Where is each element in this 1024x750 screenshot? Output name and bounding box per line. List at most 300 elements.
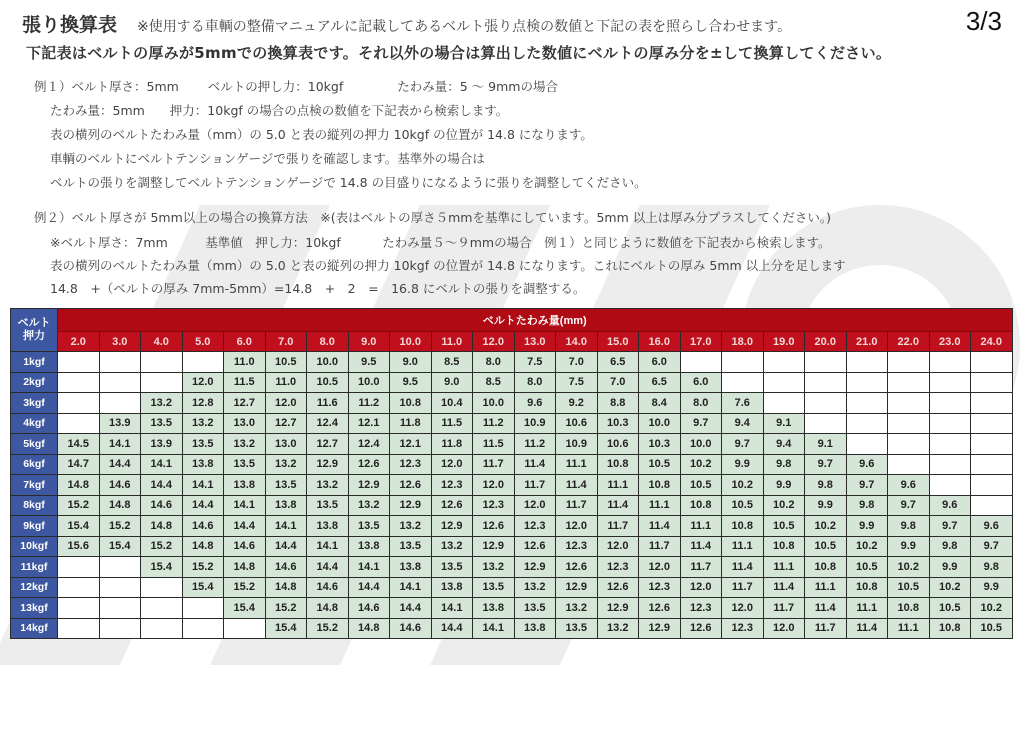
table-cell: 11.1	[639, 495, 681, 516]
table-row	[11, 598, 1013, 619]
table-cell: 13.2	[390, 516, 432, 537]
empty-cell	[99, 598, 141, 619]
table-cell: 11.2	[514, 434, 556, 455]
table-cell: 9.4	[722, 413, 764, 434]
table-row	[11, 475, 1013, 496]
table-cell: 12.3	[390, 454, 432, 475]
table-cell: 13.8	[224, 475, 266, 496]
column-header: 14.0	[556, 332, 598, 352]
row-label: 11kgf	[11, 557, 58, 578]
column-header: 15.0	[597, 332, 639, 352]
table-cell: 12.0	[514, 495, 556, 516]
table-cell: 11.7	[763, 598, 805, 619]
table-cell: 6.5	[597, 352, 639, 373]
table-cell: 13.8	[182, 454, 224, 475]
table-cell: 13.5	[473, 577, 515, 598]
table-cell: 6.0	[639, 352, 681, 373]
table-cell: 9.5	[390, 372, 432, 393]
table-cell: 13.5	[556, 618, 598, 639]
column-header: 22.0	[888, 332, 930, 352]
table-cell: 8.0	[473, 352, 515, 373]
empty-cell	[846, 434, 888, 455]
table-cell: 11.7	[722, 577, 764, 598]
empty-cell	[888, 454, 930, 475]
table-cell: 10.3	[597, 413, 639, 434]
empty-cell	[763, 352, 805, 373]
table-cell: 12.0	[639, 557, 681, 578]
table-cell: 9.7	[722, 434, 764, 455]
table-cell: 9.8	[763, 454, 805, 475]
table-cell: 11.7	[597, 516, 639, 537]
table-row	[11, 618, 1013, 639]
table-cell: 14.4	[265, 536, 307, 557]
table-cell: 10.5	[971, 618, 1013, 639]
table-cell: 9.7	[971, 536, 1013, 557]
empty-cell	[846, 413, 888, 434]
table-cell: 14.8	[58, 475, 100, 496]
column-header: 11.0	[431, 332, 473, 352]
table-cell: 14.8	[182, 536, 224, 557]
page-title: 張り換算表	[22, 14, 118, 36]
empty-cell	[680, 352, 722, 373]
table-cell: 12.6	[473, 516, 515, 537]
corner-label	[11, 309, 58, 352]
table-cell: 14.8	[265, 577, 307, 598]
table-row	[11, 393, 1013, 414]
table-cell: 12.7	[307, 434, 349, 455]
table-cell: 9.9	[763, 475, 805, 496]
table-cell: 9.6	[514, 393, 556, 414]
table-cell: 9.4	[763, 434, 805, 455]
table-cell: 15.2	[307, 618, 349, 639]
table-cell: 11.1	[763, 557, 805, 578]
table-cell: 13.5	[224, 454, 266, 475]
table-cell: 13.2	[514, 577, 556, 598]
table-cell: 7.6	[722, 393, 764, 414]
table-cell: 12.6	[514, 536, 556, 557]
table-cell: 13.2	[473, 557, 515, 578]
table-cell: 12.9	[556, 577, 598, 598]
table-cell: 12.6	[431, 495, 473, 516]
table-cell: 11.7	[680, 557, 722, 578]
table-row	[11, 434, 1013, 455]
table-cell: 12.3	[556, 536, 598, 557]
table-cell: 10.5	[307, 372, 349, 393]
column-header-row	[11, 332, 1013, 352]
table-cell: 12.9	[473, 536, 515, 557]
table-cell: 8.5	[431, 352, 473, 373]
table-cell: 13.2	[141, 393, 183, 414]
table-row	[11, 372, 1013, 393]
table-row	[11, 557, 1013, 578]
table-cell: 9.5	[348, 352, 390, 373]
empty-cell	[58, 577, 100, 598]
table-cell: 14.6	[307, 577, 349, 598]
table-cell: 15.4	[224, 598, 266, 619]
table-cell: 8.0	[680, 393, 722, 414]
header-note: ※使用する車輌の整備マニュアルに記載してあるベルト張り点検の数値と下記の表を照らし合わせます。	[137, 19, 792, 35]
table-cell: 13.5	[265, 475, 307, 496]
table-cell: 12.0	[722, 598, 764, 619]
table-row	[11, 495, 1013, 516]
table-cell: 11.4	[763, 577, 805, 598]
table-cell: 10.6	[556, 413, 598, 434]
table-cell: 12.7	[265, 413, 307, 434]
example1-line5: ベルトの張りを調整してベルトテンションゲージで 14.8 の目盛りになるように張りを調整してください。	[50, 175, 647, 190]
table-row	[11, 536, 1013, 557]
row-label: 6kgf	[11, 454, 58, 475]
empty-cell	[182, 598, 224, 619]
column-header: 21.0	[846, 332, 888, 352]
empty-cell	[141, 577, 183, 598]
empty-cell	[58, 393, 100, 414]
table-cell: 12.9	[597, 598, 639, 619]
table-cell: 11.4	[805, 598, 847, 619]
table-cell: 9.9	[971, 577, 1013, 598]
table-cell: 13.9	[99, 413, 141, 434]
empty-cell	[58, 557, 100, 578]
table-cell: 12.3	[722, 618, 764, 639]
table-cell: 13.5	[348, 516, 390, 537]
column-header: 3.0	[99, 332, 141, 352]
table-cell: 12.9	[307, 454, 349, 475]
table-cell: 10.8	[390, 393, 432, 414]
table-cell: 13.8	[265, 495, 307, 516]
table-cell: 13.2	[224, 434, 266, 455]
table-cell: 15.2	[141, 536, 183, 557]
column-header: 18.0	[722, 332, 764, 352]
table-cell: 10.5	[680, 475, 722, 496]
empty-cell	[141, 598, 183, 619]
table-cell: 10.5	[763, 516, 805, 537]
table-cell: 9.6	[888, 475, 930, 496]
table-cell: 9.1	[763, 413, 805, 434]
empty-cell	[58, 352, 100, 373]
table-cell: 6.5	[639, 372, 681, 393]
table-cell: 12.0	[680, 577, 722, 598]
table-cell: 12.6	[680, 618, 722, 639]
table-cell: 12.6	[597, 577, 639, 598]
table-cell: 15.2	[99, 516, 141, 537]
table-cell: 13.2	[348, 495, 390, 516]
table-cell: 10.8	[763, 536, 805, 557]
table-cell: 9.9	[846, 516, 888, 537]
table-cell: 14.6	[265, 557, 307, 578]
column-header: 7.0	[265, 332, 307, 352]
table-cell: 12.4	[307, 413, 349, 434]
column-header: 17.0	[680, 332, 722, 352]
table-cell: 10.0	[639, 413, 681, 434]
table-cell: 12.3	[431, 475, 473, 496]
table-cell: 11.7	[514, 475, 556, 496]
table-cell: 15.4	[58, 516, 100, 537]
table-cell: 14.1	[431, 598, 473, 619]
table-cell: 9.8	[805, 475, 847, 496]
table-row	[11, 516, 1013, 537]
empty-cell	[58, 413, 100, 434]
empty-cell	[805, 413, 847, 434]
column-header: 20.0	[805, 332, 847, 352]
empty-cell	[99, 618, 141, 639]
table-cell: 9.9	[722, 454, 764, 475]
table-cell: 14.6	[99, 475, 141, 496]
table-cell: 10.8	[888, 598, 930, 619]
example1-line4: 車輌のベルトにベルトテンションゲージで張りを確認します。基準外の場合は	[50, 151, 485, 166]
empty-cell	[58, 372, 100, 393]
table-cell: 7.5	[556, 372, 598, 393]
table-cell: 15.2	[58, 495, 100, 516]
table-cell: 11.1	[722, 536, 764, 557]
table-cell: 9.8	[971, 557, 1013, 578]
table-cell: 14.1	[307, 536, 349, 557]
table-cell: 14.6	[224, 536, 266, 557]
table-cell: 9.9	[888, 536, 930, 557]
empty-cell	[58, 618, 100, 639]
table-cell: 7.0	[597, 372, 639, 393]
table-cell: 12.6	[348, 454, 390, 475]
table-cell: 12.1	[390, 434, 432, 455]
table-cell: 10.5	[888, 577, 930, 598]
example2-line4: 14.8 +（ベルトの厚み 7mm-5mm）=14.8 + 2 = 16.8 にベルトの張りを調整する。	[50, 281, 586, 296]
table-cell: 10.8	[680, 495, 722, 516]
table-cell: 12.0	[182, 372, 224, 393]
empty-cell	[805, 352, 847, 373]
table-cell: 9.7	[846, 475, 888, 496]
empty-cell	[888, 372, 930, 393]
empty-cell	[805, 372, 847, 393]
empty-cell	[888, 352, 930, 373]
table-body	[11, 352, 1013, 639]
empty-cell	[141, 352, 183, 373]
table-cell: 15.4	[265, 618, 307, 639]
table-cell: 14.8	[348, 618, 390, 639]
table-cell: 13.2	[182, 413, 224, 434]
table-cell: 10.5	[846, 557, 888, 578]
table-cell: 9.7	[888, 495, 930, 516]
empty-cell	[182, 352, 224, 373]
table-cell: 11.4	[639, 516, 681, 537]
table-cell: 12.9	[639, 618, 681, 639]
empty-cell	[971, 454, 1013, 475]
table-cell: 14.1	[265, 516, 307, 537]
empty-cell	[99, 352, 141, 373]
table-cell: 8.5	[473, 372, 515, 393]
table-cell: 14.1	[182, 475, 224, 496]
table-cell: 12.3	[639, 577, 681, 598]
table-cell: 11.0	[224, 352, 266, 373]
table-cell: 11.1	[680, 516, 722, 537]
table-cell: 12.8	[182, 393, 224, 414]
empty-cell	[805, 393, 847, 414]
row-label: 1kgf	[11, 352, 58, 373]
table-cell: 14.7	[58, 454, 100, 475]
table-cell: 14.1	[390, 577, 432, 598]
table-cell: 7.5	[514, 352, 556, 373]
empty-cell	[99, 557, 141, 578]
table-cell: 10.5	[722, 495, 764, 516]
table-cell: 12.3	[473, 495, 515, 516]
table-cell: 11.2	[473, 413, 515, 434]
column-header: 13.0	[514, 332, 556, 352]
table-cell: 13.8	[348, 536, 390, 557]
table-cell: 15.4	[182, 577, 224, 598]
table-cell: 12.4	[348, 434, 390, 455]
row-label: 10kgf	[11, 536, 58, 557]
table-cell: 13.5	[182, 434, 224, 455]
table-cell: 14.8	[307, 598, 349, 619]
table-cell: 13.0	[265, 434, 307, 455]
empty-cell	[846, 352, 888, 373]
empty-cell	[182, 618, 224, 639]
table-cell: 13.5	[514, 598, 556, 619]
table-cell: 13.0	[224, 413, 266, 434]
table-cell: 9.6	[971, 516, 1013, 537]
table-cell: 13.8	[431, 577, 473, 598]
table-cell: 10.8	[639, 475, 681, 496]
table-cell: 14.8	[141, 516, 183, 537]
table-cell: 11.7	[805, 618, 847, 639]
table-cell: 10.0	[680, 434, 722, 455]
table-cell: 9.8	[929, 536, 971, 557]
table-cell: 11.8	[390, 413, 432, 434]
table-cell: 11.4	[680, 536, 722, 557]
column-header: 16.0	[639, 332, 681, 352]
table-cell: 10.3	[639, 434, 681, 455]
table-cell: 10.2	[722, 475, 764, 496]
empty-cell	[971, 413, 1013, 434]
table-cell: 10.2	[846, 536, 888, 557]
example2-line3: 表の横列のベルトたわみ量（mm）の 5.0 と表の縦列の押力 10kgf の位置が 14.8 になります。これにベルトの厚み 5mm 以上分を足します	[50, 258, 846, 273]
row-label: 7kgf	[11, 475, 58, 496]
table-cell: 9.7	[805, 454, 847, 475]
empty-cell	[971, 393, 1013, 414]
column-header: 19.0	[763, 332, 805, 352]
table-cell: 13.2	[307, 475, 349, 496]
empty-cell	[929, 454, 971, 475]
table-cell: 13.8	[473, 598, 515, 619]
table-cell: 14.6	[182, 516, 224, 537]
column-header: 23.0	[929, 332, 971, 352]
row-label: 9kgf	[11, 516, 58, 537]
table-cell: 11.5	[431, 413, 473, 434]
empty-cell	[929, 352, 971, 373]
table-cell: 13.5	[390, 536, 432, 557]
table-cell: 10.0	[473, 393, 515, 414]
table-cell: 12.9	[390, 495, 432, 516]
table-row	[11, 454, 1013, 475]
table-cell: 14.4	[224, 516, 266, 537]
corner-label-line2: 押力	[23, 330, 45, 342]
table-cell: 8.0	[514, 372, 556, 393]
table-cell: 12.9	[431, 516, 473, 537]
empty-cell	[99, 577, 141, 598]
column-header: 5.0	[182, 332, 224, 352]
table-cell: 12.0	[763, 618, 805, 639]
table-cell: 9.8	[888, 516, 930, 537]
table-cell: 8.8	[597, 393, 639, 414]
table-cell: 10.2	[929, 577, 971, 598]
empty-cell	[722, 352, 764, 373]
table-cell: 11.8	[431, 434, 473, 455]
example1-line2: たわみ量：5mm 押力：10kgf の場合の点検の数値を下記表から検索します。	[50, 103, 509, 118]
table-cell: 11.1	[805, 577, 847, 598]
table-cell: 13.8	[390, 557, 432, 578]
table-cell: 11.7	[639, 536, 681, 557]
table-cell: 10.5	[929, 598, 971, 619]
table-cell: 11.0	[265, 372, 307, 393]
table-cell: 12.3	[597, 557, 639, 578]
table-cell: 11.2	[348, 393, 390, 414]
table-cell: 10.5	[805, 536, 847, 557]
row-label: 3kgf	[11, 393, 58, 414]
table-cell: 12.1	[348, 413, 390, 434]
table-cell: 15.4	[141, 557, 183, 578]
table-cell: 15.2	[182, 557, 224, 578]
table-cell: 9.6	[846, 454, 888, 475]
table-cell: 9.7	[929, 516, 971, 537]
example1-line1: 例１）ベルト厚さ：5mm ベルトの押し力：10kgf たわみ量：5 ～ 9mmの場合	[34, 79, 558, 94]
table-cell: 6.0	[680, 372, 722, 393]
row-label: 2kgf	[11, 372, 58, 393]
header-line	[22, 10, 791, 37]
column-header: 9.0	[348, 332, 390, 352]
column-header: 24.0	[971, 332, 1013, 352]
table-cell: 14.1	[141, 454, 183, 475]
table-cell: 9.6	[929, 495, 971, 516]
empty-cell	[99, 372, 141, 393]
table-cell: 13.5	[431, 557, 473, 578]
table-cell: 11.1	[846, 598, 888, 619]
table-row	[11, 413, 1013, 434]
empty-cell	[929, 475, 971, 496]
empty-cell	[141, 372, 183, 393]
table-cell: 10.9	[556, 434, 598, 455]
table-cell: 12.0	[597, 536, 639, 557]
empty-cell	[929, 434, 971, 455]
table-cell: 13.9	[141, 434, 183, 455]
table-cell: 12.3	[514, 516, 556, 537]
table-cell: 12.9	[348, 475, 390, 496]
table-cell: 11.1	[888, 618, 930, 639]
tension-conversion-table	[10, 308, 1013, 639]
table-cell: 10.8	[929, 618, 971, 639]
table-cell: 10.8	[597, 454, 639, 475]
example2-line1: 例２）ベルト厚さが 5mm以上の場合の換算方法 ※(表はベルトの厚さ５mmを基準にしています。5mm 以上は厚み分プラスしてください。)	[34, 210, 832, 225]
table-cell: 13.5	[307, 495, 349, 516]
empty-cell	[971, 475, 1013, 496]
empty-cell	[929, 393, 971, 414]
table-cell: 9.0	[390, 352, 432, 373]
table-cell: 14.6	[348, 598, 390, 619]
table-cell: 12.0	[431, 454, 473, 475]
table-cell: 10.2	[971, 598, 1013, 619]
table-cell: 11.4	[556, 475, 598, 496]
table-cell: 11.4	[514, 454, 556, 475]
table-cell: 14.4	[99, 454, 141, 475]
table-cell: 10.0	[307, 352, 349, 373]
table-cell: 15.4	[99, 536, 141, 557]
empty-cell	[99, 393, 141, 414]
table-cell: 11.6	[307, 393, 349, 414]
table-cell: 14.1	[348, 557, 390, 578]
table-cell: 12.0	[265, 393, 307, 414]
table-cell: 13.8	[514, 618, 556, 639]
table-cell: 12.6	[390, 475, 432, 496]
page-subtitle: 下記表はベルトの厚みが5mmでの換算表です。それ以外の場合は算出した数値にベルトの厚み分を±して換算してください。	[26, 44, 892, 62]
table-cell: 11.4	[597, 495, 639, 516]
table-row	[11, 577, 1013, 598]
row-label: 12kgf	[11, 577, 58, 598]
